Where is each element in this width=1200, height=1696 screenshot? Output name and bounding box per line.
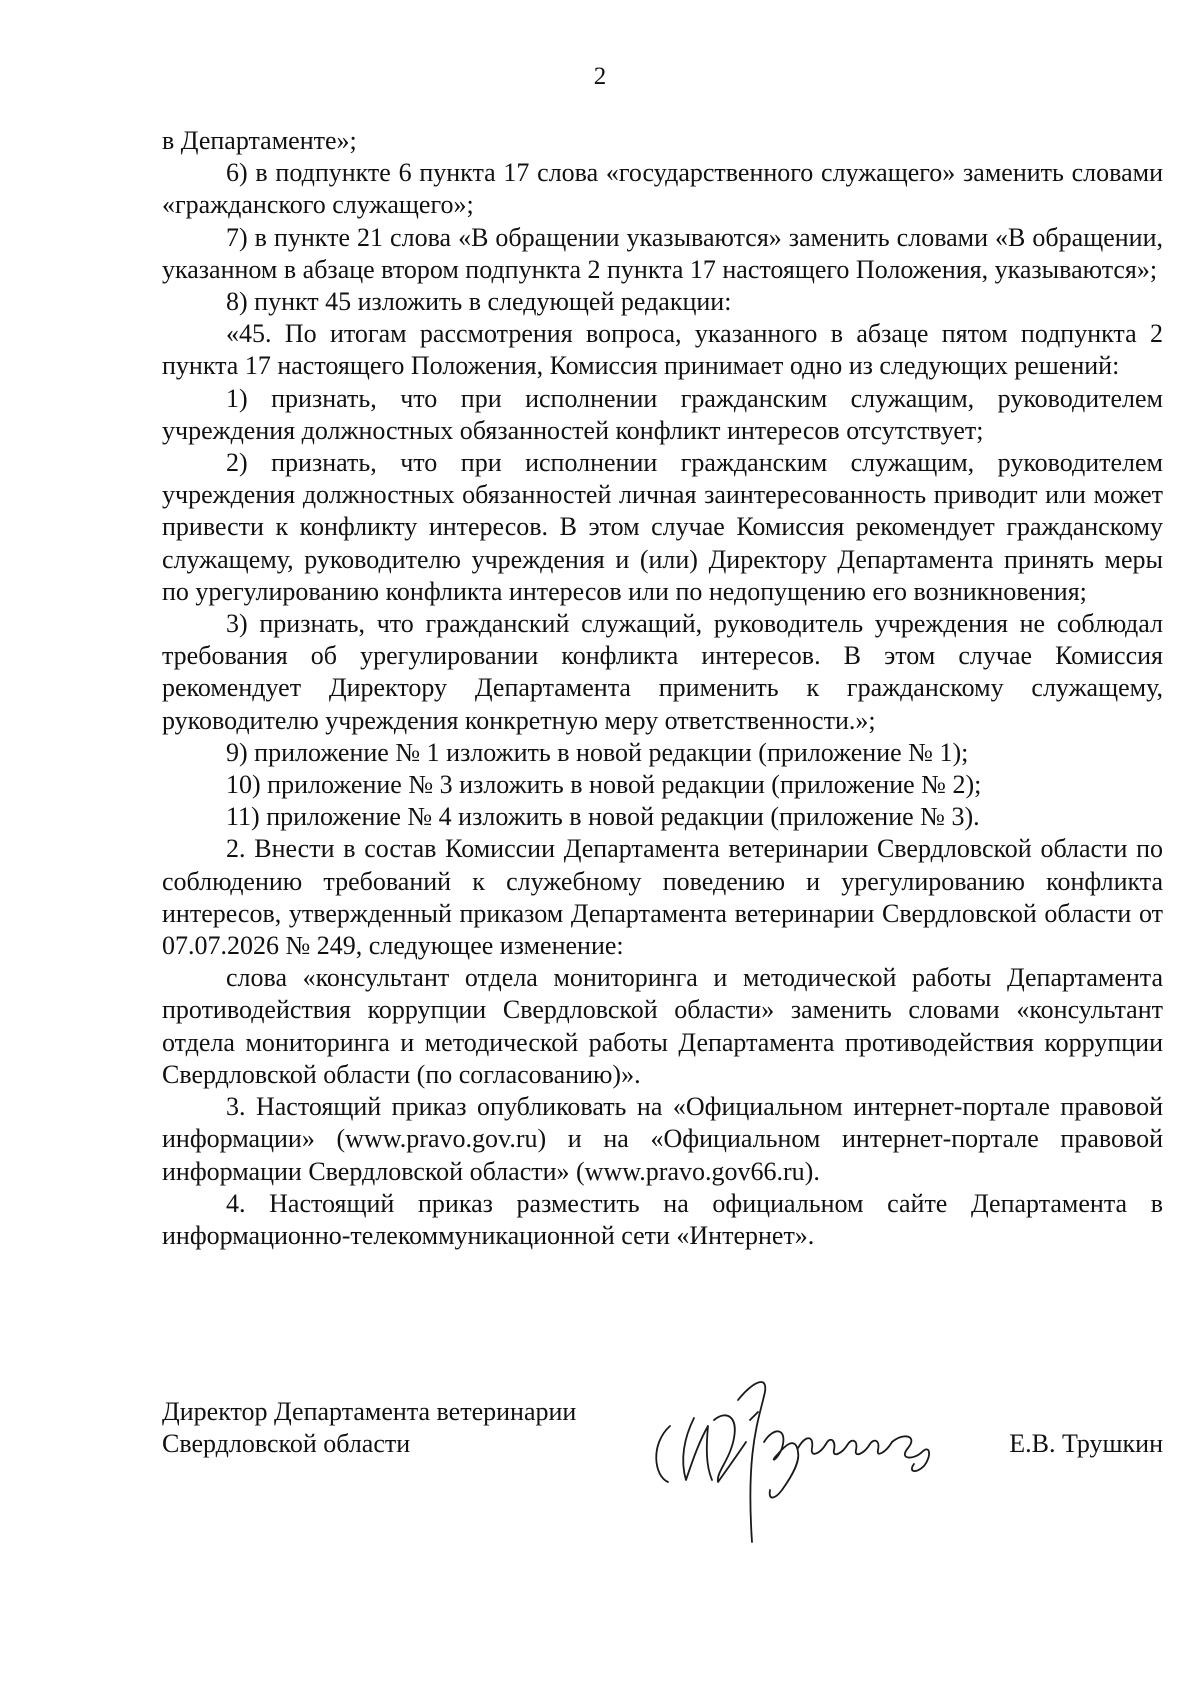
- paragraph: «45. По итогам рассмотрения вопроса, указанного в абзаце пятом подпункта 2 пункта 17 настоящего Положения, Комиссия принимает одно из следующих решений:: [162, 319, 1163, 381]
- signatory-title-line: Свердловской области: [162, 1429, 411, 1458]
- signatory-title: [162, 1396, 576, 1460]
- paragraph: в Департаменте»;: [162, 126, 357, 155]
- paragraph: 4. Настоящий приказ разместить на официальном сайте Департамента в информационно-телекоммуникационной сети «Интернет».: [162, 1188, 1163, 1250]
- paragraph: 7) в пункте 21 слова «В обращении указываются» заменить словами «В обращении, указанном в абзаце втором подпункта 2 пункта 17 настоящего Положения, указываются»;: [162, 222, 1163, 284]
- paragraph: 3) признать, что гражданский служащий, руководитель учреждения не соблюдал требования об урегулировании конфликта интересов. В этом случае Комиссия рекомендует Директору Департамента применить к гражданскому служащему, руководителю учреждения конкретную меру ответственности.»;: [162, 609, 1163, 735]
- paragraph: 2. Внести в состав Комиссии Департамента ветеринарии Свердловской области по соблюдению требований к служебному поведению и урегулированию конфликта интересов, утвержденный приказом Департамента ветеринарии Свердловской области от 07.07.2026 № 249, следующее изменение:: [162, 834, 1163, 961]
- signatory-name: Е.В. Трушкин: [1009, 1429, 1163, 1458]
- paragraph: 3. Настоящий приказ опубликовать на «Официальном интернет-портале правовой информации» (www.pravo.gov.ru) и на «Официальном интернет-портале правовой информации Свердловской области» (www.pravo.gov66.ru).: [162, 1092, 1163, 1186]
- paragraph: 9) приложение № 1 изложить в новой редакции (приложение № 1);: [226, 737, 969, 767]
- paragraph: 6) в подпункте 6 пункта 17 слова «государственного служащего» заменить словами «гражданского служащего»;: [162, 158, 1163, 220]
- document-body: [162, 125, 1163, 1252]
- paragraph: 8) пункт 45 изложить в следующей редакции:: [226, 287, 732, 317]
- handwritten-signature: [642, 1356, 982, 1546]
- paragraph: 2) признать, что при исполнении гражданским служащим, руководителем учреждения должностных обязанностей личная заинтересованность приводит или может привести к конфликту интересов. В этом случае Комиссия рекомендует гражданскому служащему, руководителю учреждения и (или) Директору Департамента принять меры по урегулированию конфликта интересов или по недопущению его возникновения;: [162, 448, 1163, 606]
- signature-block: [162, 1396, 1163, 1596]
- signatory-title-line: Директор Департамента ветеринарии: [162, 1397, 577, 1426]
- paragraph: слова «консультант отдела мониторинга и методической работы Департамента противодействия коррупции Свердловской области» заменить словами «консультант отдела мониторинга и методической работы Департамента противодействия коррупции Свердловской области (по согласованию)».: [162, 963, 1163, 1089]
- paragraph: 11) приложение № 4 изложить в новой редакции (приложение № 3).: [226, 802, 980, 832]
- paragraph: 1) признать, что при исполнении гражданским служащим, руководителем учреждения должностных обязанностей конфликт интересов отсутствует;: [162, 383, 1163, 445]
- page-number: 2: [593, 63, 607, 90]
- paragraph: 10) приложение № 3 изложить в новой редакции (приложение № 2);: [226, 770, 982, 800]
